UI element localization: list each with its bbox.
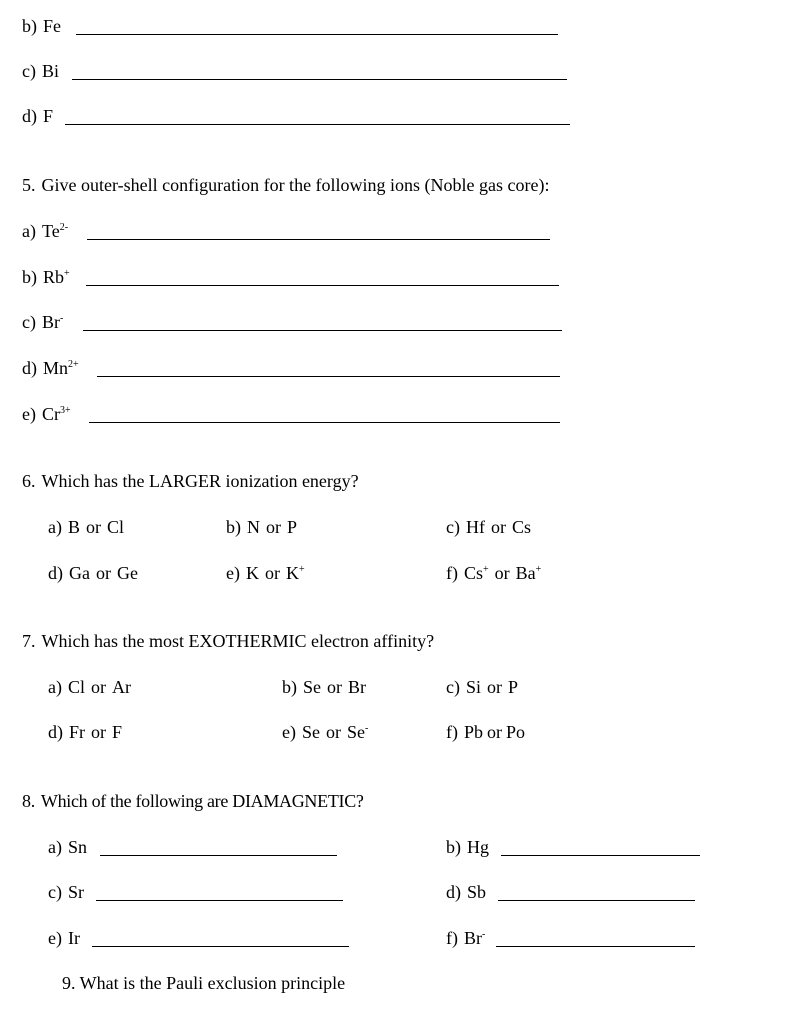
text-fragment: or <box>91 677 106 697</box>
item-label: e) <box>22 404 36 424</box>
text-fragment: d) <box>48 563 63 583</box>
text-fragment: Ba <box>515 563 536 583</box>
q4-item-b <box>22 16 61 36</box>
text-fragment: or <box>91 722 107 742</box>
element: Te <box>41 221 60 241</box>
text-fragment: e) <box>226 563 240 583</box>
text-fragment: Cs <box>464 563 484 583</box>
q6-choice-b[interactable] <box>226 517 297 537</box>
text-fragment: or <box>327 677 342 697</box>
text-fragment: Se <box>301 722 320 742</box>
text-fragment: Pb <box>464 722 484 742</box>
answer-line-br-ion[interactable] <box>496 946 695 947</box>
answer-line-fe[interactable] <box>76 34 558 35</box>
q5-heading <box>22 175 550 195</box>
element: Rb <box>43 267 65 287</box>
q8-item-d <box>446 882 486 902</box>
text-fragment: Se <box>303 677 321 697</box>
q7-choice-f[interactable] <box>446 722 525 742</box>
text-fragment: B <box>67 517 80 537</box>
text-fragment: or <box>86 517 101 537</box>
q8-item-e <box>48 928 80 948</box>
q6-choice-a[interactable] <box>48 517 124 537</box>
q7-choice-e[interactable] <box>282 722 368 742</box>
text-fragment: Br <box>348 677 366 697</box>
text-fragment: f) <box>446 563 458 583</box>
question-number: 8. <box>22 791 35 811</box>
text-fragment: a) <box>48 837 62 857</box>
q4-item-d <box>22 106 53 126</box>
text-fragment: d) <box>446 882 461 902</box>
q6-choice-d[interactable] <box>48 563 138 583</box>
text-fragment: b) <box>226 517 241 537</box>
text-fragment: - <box>364 723 369 734</box>
q7-choice-b[interactable] <box>282 677 366 697</box>
text-fragment: P <box>508 677 519 697</box>
text-fragment: e) <box>48 928 62 948</box>
item-label: b) <box>22 267 37 287</box>
question-number: 6. <box>22 471 36 491</box>
text-fragment: or <box>264 563 280 583</box>
answer-line-br[interactable] <box>83 330 562 331</box>
q8-heading <box>22 791 364 811</box>
item-label: a) <box>22 221 36 241</box>
element: F <box>43 106 54 126</box>
text-fragment: Si <box>465 677 481 697</box>
text-fragment: d) <box>48 722 63 742</box>
q7-choice-c[interactable] <box>446 677 518 697</box>
text-fragment: Po <box>506 722 526 742</box>
text-fragment: f) <box>446 722 458 742</box>
q6-heading <box>22 471 359 491</box>
text-fragment: Sn <box>67 837 87 857</box>
answer-line-cr[interactable] <box>89 422 560 423</box>
answer-line-bi[interactable] <box>72 79 567 80</box>
text-fragment: or <box>494 563 510 583</box>
q8-item-a <box>48 837 87 857</box>
text-fragment: c) <box>48 882 62 902</box>
q6-choice-f[interactable] <box>446 563 541 583</box>
q9-prompt: 9. What is the Pauli exclusion principle <box>62 973 346 993</box>
question-prompt: Give outer-shell configuration for the following ions (Noble gas core): <box>41 175 550 195</box>
answer-line-te[interactable] <box>87 239 550 240</box>
question-prompt: Which has the most EXOTHERMIC electron affinity? <box>41 631 435 651</box>
q7-choice-d[interactable] <box>48 722 122 742</box>
ion-charge: 2- <box>59 222 69 233</box>
text-fragment: F <box>112 722 123 742</box>
text-fragment: Hf <box>465 517 485 537</box>
ion-charge: 2+ <box>68 359 79 370</box>
text-fragment: Cl <box>107 517 125 537</box>
q6-choice-c[interactable] <box>446 517 531 537</box>
answer-line-mn[interactable] <box>97 376 560 377</box>
text-fragment: or <box>490 517 506 537</box>
q7-heading <box>22 631 434 651</box>
text-fragment: a) <box>48 517 62 537</box>
text-fragment: - <box>482 929 486 940</box>
q4-item-c <box>22 61 59 81</box>
ion-charge: - <box>59 313 64 324</box>
element: Br <box>41 312 60 332</box>
text-fragment: or <box>487 722 503 742</box>
item-label: c) <box>22 312 36 332</box>
element: Bi <box>41 61 59 81</box>
answer-line-sr[interactable] <box>96 900 343 901</box>
text-fragment: a) <box>48 677 62 697</box>
text-fragment: Sr <box>67 882 84 902</box>
question-number: 5. <box>22 175 36 195</box>
text-fragment: Fr <box>69 722 86 742</box>
item-label: d) <box>22 358 37 378</box>
answer-line-sn[interactable] <box>100 855 337 856</box>
text-fragment: e) <box>282 722 296 742</box>
text-fragment: Br <box>464 928 482 948</box>
q6-choice-e[interactable] <box>226 563 305 583</box>
q5-item-e <box>22 404 71 424</box>
text-fragment: or <box>96 563 111 583</box>
text-fragment: or <box>266 517 281 537</box>
question-prompt: Which has the LARGER ionization energy? <box>41 471 359 491</box>
q5-item-c <box>22 312 63 332</box>
text-fragment: Cs <box>511 517 531 537</box>
text-fragment: c) <box>446 677 460 697</box>
text-fragment: Ar <box>112 677 131 697</box>
answer-line-f[interactable] <box>65 124 570 125</box>
q8-item-c <box>48 882 84 902</box>
item-label: b) <box>22 16 37 36</box>
question-prompt: Which of the following are DIAMAGNETIC? <box>40 791 364 811</box>
answer-line-ir[interactable] <box>92 946 349 947</box>
q7-choice-a[interactable] <box>48 677 131 697</box>
q8-item-b <box>446 837 489 857</box>
q5-item-b <box>22 267 70 287</box>
text-fragment: Ga <box>69 563 90 583</box>
text-fragment: or <box>325 722 341 742</box>
text-fragment: Sb <box>467 882 487 902</box>
question-number: 7. <box>22 631 36 651</box>
element: Mn <box>43 358 69 378</box>
text-fragment: b) <box>446 837 461 857</box>
text-fragment: Ir <box>67 928 80 948</box>
text-fragment: f) <box>446 928 458 948</box>
text-fragment: Se <box>346 722 365 742</box>
item-label: d) <box>22 106 37 126</box>
text-fragment: P <box>287 517 298 537</box>
text-fragment: + <box>483 564 489 575</box>
ion-charge: + <box>64 268 70 279</box>
text-fragment: Ge <box>117 563 138 583</box>
answer-line-hg[interactable] <box>501 855 700 856</box>
text-fragment: + <box>535 564 542 575</box>
text-fragment: Cl <box>67 677 85 697</box>
element: Fe <box>43 16 61 36</box>
text-fragment: K <box>285 563 299 583</box>
text-fragment: Hg <box>467 837 489 857</box>
element: Cr <box>41 404 60 424</box>
text-fragment: c) <box>446 517 460 537</box>
answer-line-rb[interactable] <box>86 285 559 286</box>
answer-line-sb[interactable] <box>498 900 695 901</box>
text-fragment: or <box>487 677 502 697</box>
text-fragment: b) <box>282 677 297 697</box>
text-fragment: N <box>247 517 260 537</box>
item-label: c) <box>22 61 36 81</box>
text-fragment: K <box>245 563 259 583</box>
q5-item-d <box>22 358 79 378</box>
q5-item-a <box>22 221 68 241</box>
q8-item-f <box>446 928 485 948</box>
ion-charge: 3+ <box>59 405 71 416</box>
text-fragment: + <box>298 564 305 575</box>
